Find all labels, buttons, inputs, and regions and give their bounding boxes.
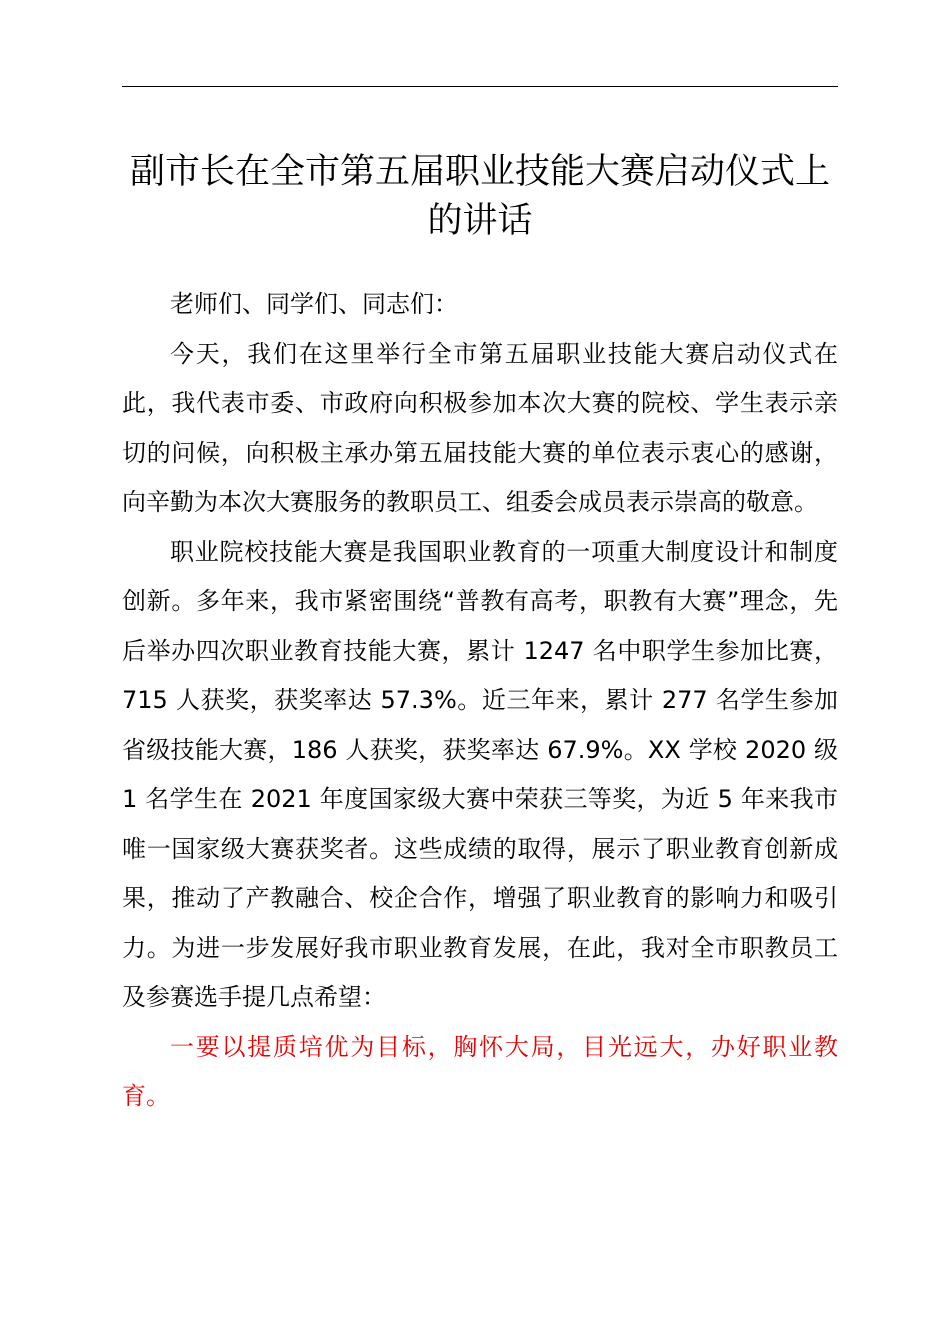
document-title (110, 148, 850, 246)
document-body (122, 280, 838, 1122)
header-divider (122, 86, 838, 87)
paragraph-achievements: 职业院校技能大赛是我国职业教育的一项重大制度设计和制度创新。多年来，我市紧密围绕“普教有高考，职教有大赛”理念，先后举办四次职业教育技能大赛，累计 1247 名中职学生参加比赛，715 人获奖，获奖率达 57.3%。近三年来，累计 277 名学生参加省级技能大赛，186 人获奖，获奖率达 67.9%。XX 学校 2020 级 1 名学生在 2021 年度国家级大赛中荣获三等奖，为近 5 年来我市唯一国家级大赛获奖者。这些成绩的取得，展示了职业教育创新成果，推动了产教融合、校企合作，增强了职业教育的影响力和吸引力。为进一步发展好我市职业教育发展，在此，我对全市职教员工及参赛选手提几点希望： (122, 537, 838, 1011)
title-line-2: 的讲话 (427, 201, 533, 241)
paragraph-opening: 今天，我们在这里举行全市第五届职业技能大赛启动仪式在此，我代表市委、市政府向积极参加本次大赛的院校、学生表示亲切的问候，向积极主承办第五届技能大赛的单位表示衷心的感谢，向辛勤为本次大赛服务的教职员工、组委会成员表示崇高的敬意。 (122, 339, 838, 516)
highlight-heading: 一要以提质培优为目标，胸怀大局，目光远大，办好职业教育。 (122, 1032, 838, 1110)
title-line-1: 副市长在全市第五届职业技能大赛启动仪式上 (129, 152, 830, 192)
salutation: 老师们、同学们、同志们： (170, 290, 458, 318)
